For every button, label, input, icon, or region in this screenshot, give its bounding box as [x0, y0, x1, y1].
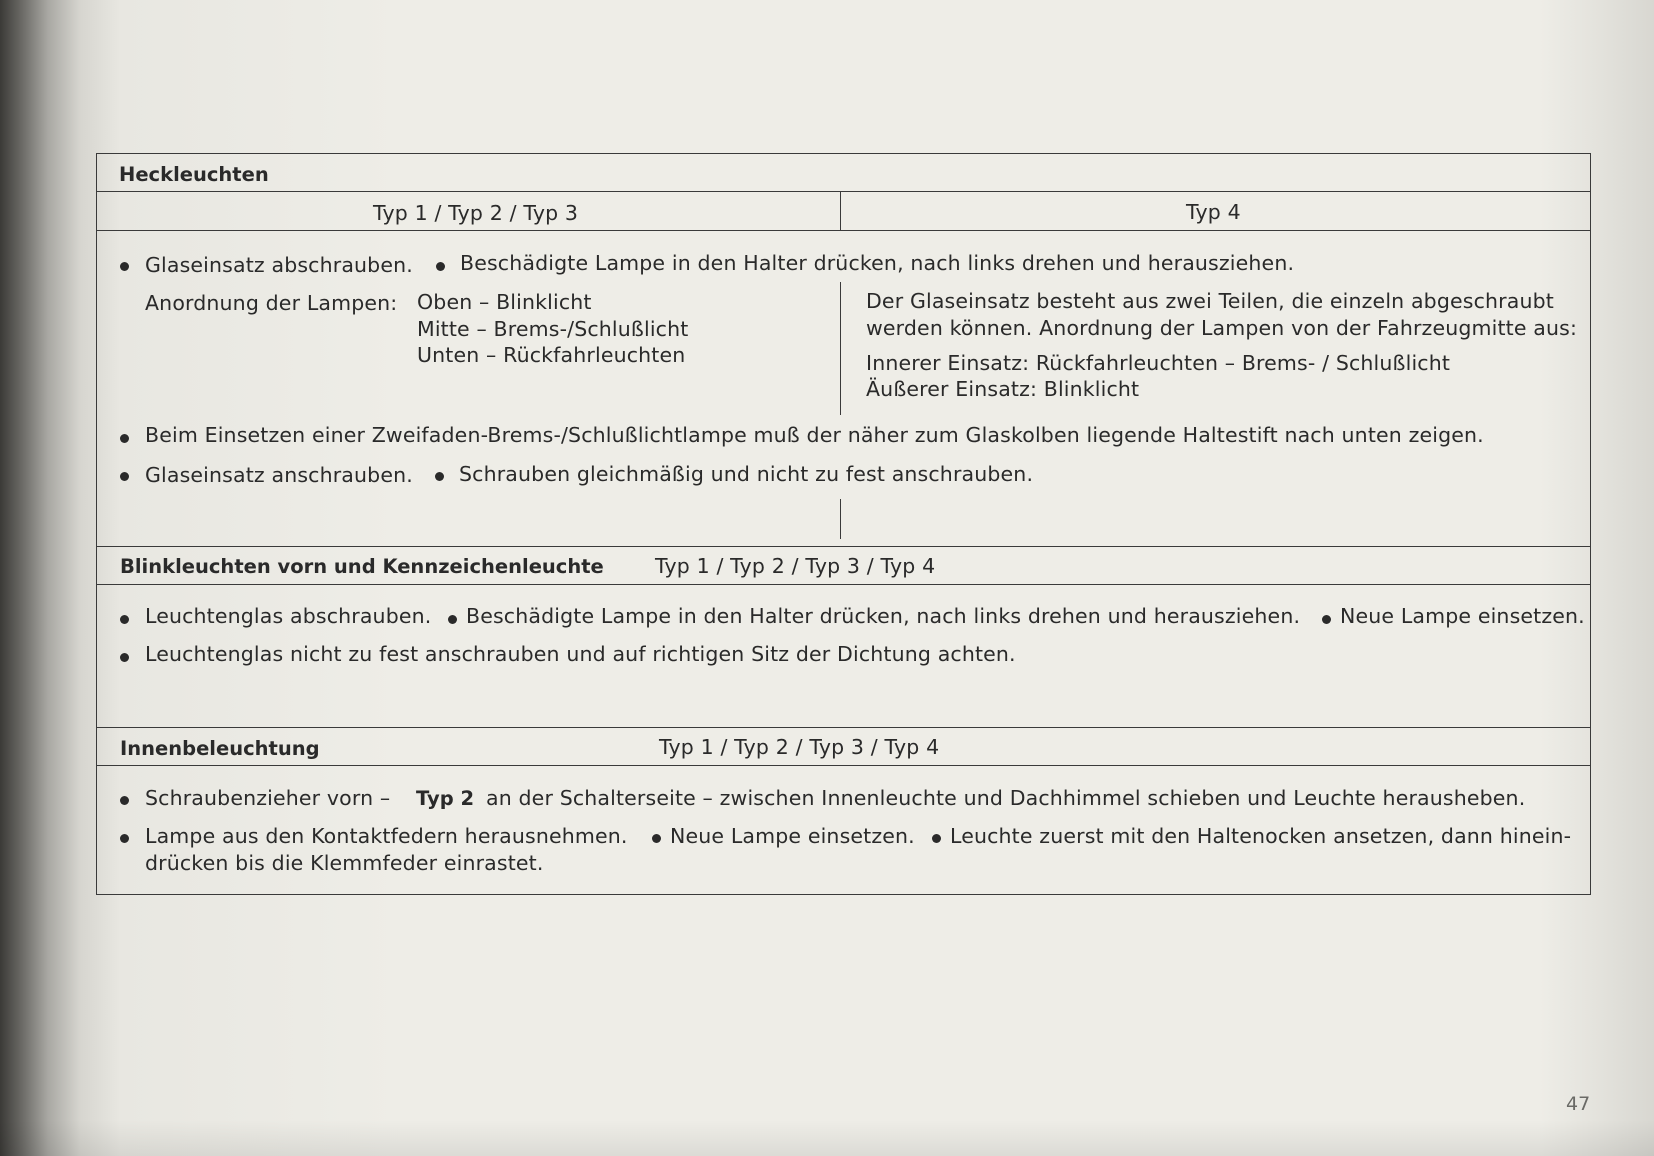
typ4-description: werden können. Anordnung der Lampen von der Fahrzeugmitte aus: [866, 316, 1578, 340]
typ4-description: Der Glaseinsatz besteht aus zwei Teilen, die einzeln abgeschraubt [866, 289, 1554, 313]
typ4-description: Äußerer Einsatz: Blinklicht [866, 377, 1140, 401]
lamp-arrangement-item: Unten – Rückfahrleuchten [417, 343, 686, 367]
divider [96, 727, 1591, 728]
column-header-typ1-3: Typ 1 / Typ 2 / Typ 3 [373, 201, 579, 225]
divider [96, 765, 1591, 766]
instruction-text: Leuchtenglas abschrauben. [145, 604, 432, 628]
bullet-icon [120, 472, 129, 481]
instruction-text: Schraubenzieher vorn – [145, 786, 391, 810]
bullet-icon [120, 796, 129, 805]
lamp-arrangement-item: Oben – Blinklicht [417, 290, 592, 314]
instruction-text: Leuchte zuerst mit den Haltenocken ansetzen, dann hinein- [950, 824, 1572, 848]
column-divider [840, 191, 841, 230]
section-types: Typ 1 / Typ 2 / Typ 3 / Typ 4 [655, 554, 936, 578]
section-types: Typ 1 / Typ 2 / Typ 3 / Typ 4 [659, 735, 940, 759]
instruction-text: Leuchtenglas nicht zu fest anschrauben und auf richtigen Sitz der Dichtung achten. [145, 642, 1016, 666]
instruction-text: Beim Einsetzen einer Zweifaden-Brems-/Schlußlichtlampe muß der näher zum Glaskolben liegende Haltestift nach unten zeigen. [145, 423, 1484, 447]
bullet-icon [932, 834, 941, 843]
instruction-text: drücken bis die Klemmfeder einrastet. [145, 851, 544, 875]
instruction-text: Schrauben gleichmäßig und nicht zu fest anschrauben. [459, 462, 1034, 486]
instruction-text: Lampe aus den Kontaktfedern herausnehmen. [145, 824, 628, 848]
section-title-blinkleuchten: Blinkleuchten vorn und Kennzeichenleuchte [120, 555, 604, 578]
column-divider [840, 282, 841, 415]
page-number: 47 [1566, 1093, 1591, 1115]
bullet-icon [436, 262, 445, 271]
divider [96, 191, 1591, 192]
divider [96, 584, 1591, 585]
bullet-icon [120, 834, 129, 843]
instruction-text: Glaseinsatz abschrauben. [145, 253, 413, 277]
bullet-icon [448, 615, 457, 624]
bullet-icon [120, 653, 129, 662]
column-divider [840, 499, 841, 539]
bullet-icon [120, 615, 129, 624]
bullet-icon [120, 262, 129, 271]
bullet-icon [1322, 615, 1331, 624]
lamp-arrangement-item: Mitte – Brems-/Schlußlicht [417, 317, 689, 341]
instruction-text: Glaseinsatz anschrauben. [145, 463, 413, 487]
divider [96, 230, 1591, 231]
instruction-text: Neue Lampe einsetzen. [1340, 604, 1585, 628]
section-title-innenbeleuchtung: Innenbeleuchtung [120, 737, 320, 760]
instruction-text: Beschädigte Lampe in den Halter drücken, nach links drehen und herausziehen. [466, 604, 1301, 628]
typ4-description: Innerer Einsatz: Rückfahrleuchten – Brems- / Schlußlicht [866, 351, 1451, 375]
instruction-text: Neue Lampe einsetzen. [670, 824, 915, 848]
bullet-icon [120, 434, 129, 443]
lamp-arrangement-label: Anordnung der Lampen: [145, 291, 398, 315]
bullet-icon [435, 472, 444, 481]
instruction-text: an der Schalterseite – zwischen Innenleuchte und Dachhimmel schieben und Leuchte herausheben. [486, 786, 1526, 810]
instruction-text: Beschädigte Lampe in den Halter drücken, nach links drehen und herausziehen. [460, 251, 1295, 275]
column-header-typ4: Typ 4 [1186, 200, 1241, 224]
divider [96, 546, 1591, 547]
bullet-icon [652, 834, 661, 843]
instruction-text-bold: Typ 2 [416, 787, 475, 810]
section-title-heckleuchten: Heckleuchten [119, 163, 269, 186]
